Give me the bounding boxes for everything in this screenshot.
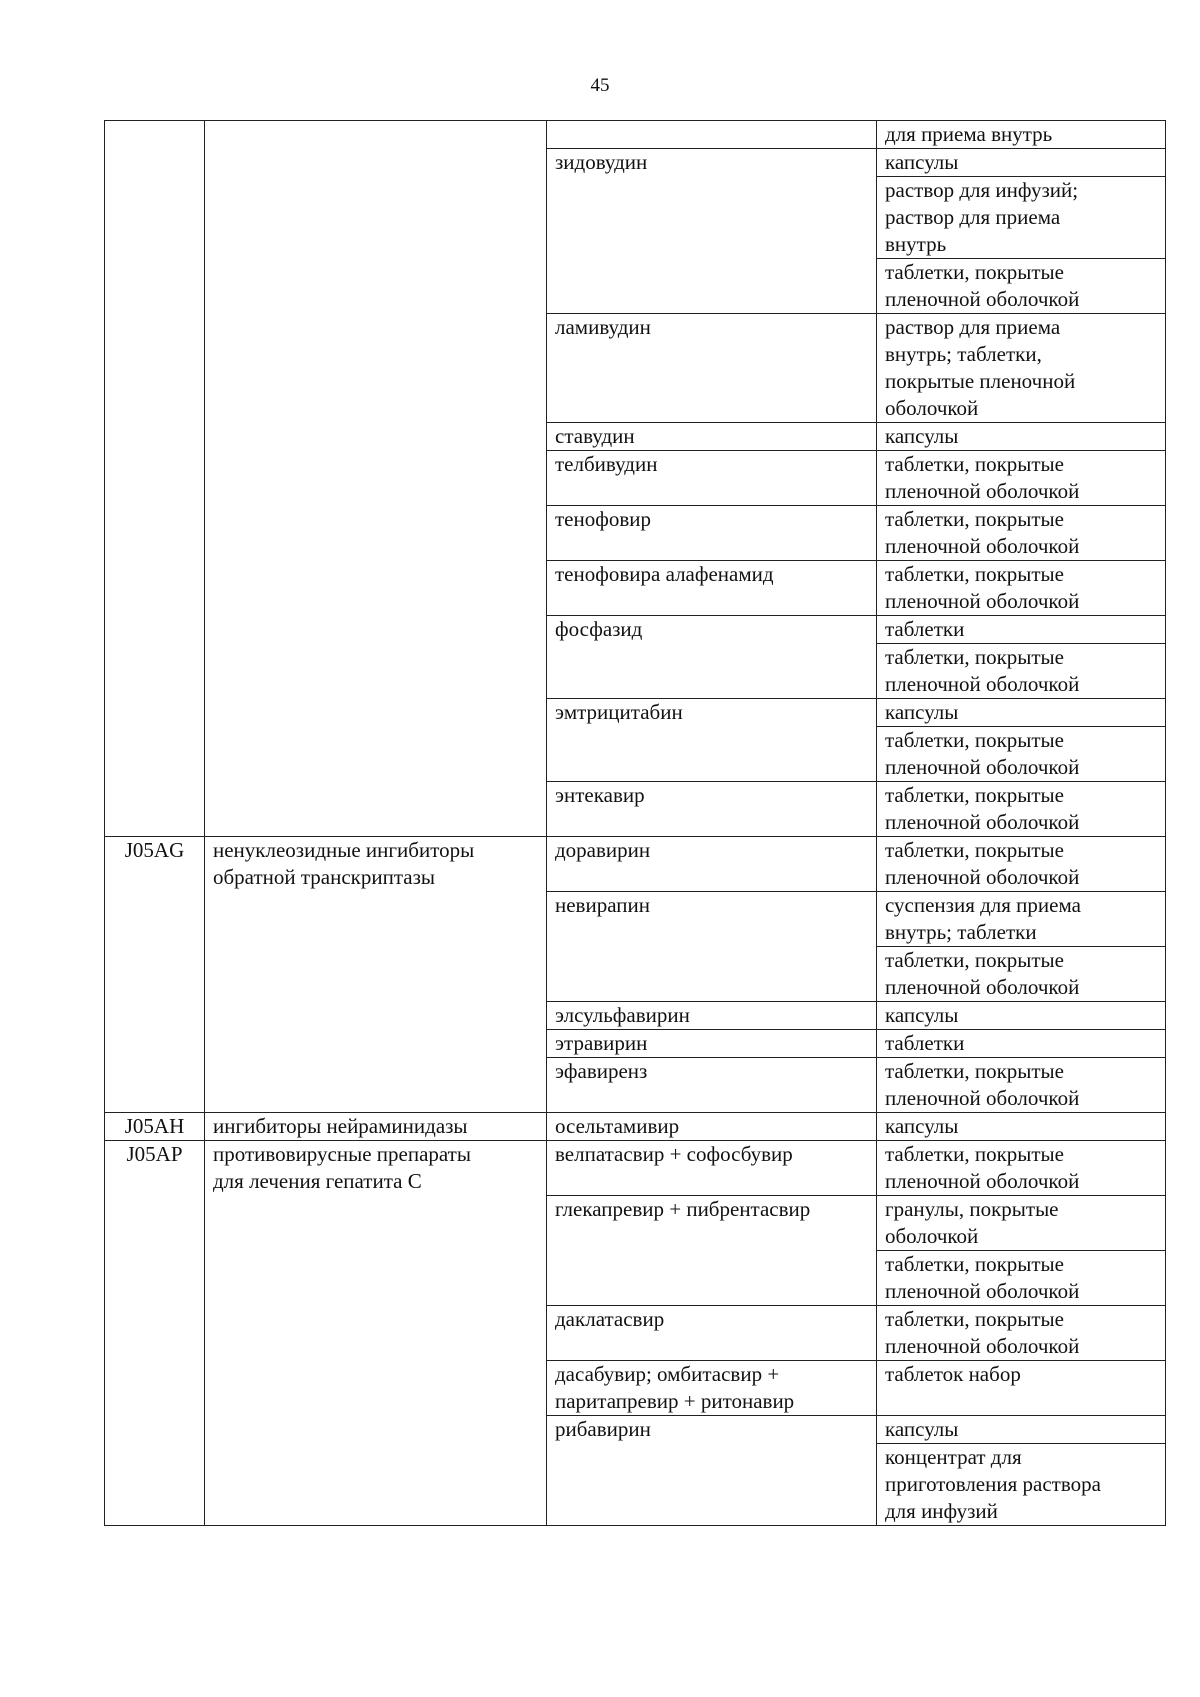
group-name-cell: противовирусные препараты для лечения гепатита С [205, 1141, 547, 1526]
dosage-form-cell: таблетки [877, 1030, 1166, 1058]
drug-name-cell: энтекавир [547, 782, 877, 837]
dosage-form-cell: таблетки, покрытые пленочной оболочкой [877, 259, 1166, 314]
drug-name-cell: даклатасвир [547, 1306, 877, 1361]
drug-name-cell: осельтамивир [547, 1113, 877, 1141]
drug-name-cell: доравирин [547, 837, 877, 892]
drug-name-cell: телбивудин [547, 451, 877, 506]
dosage-form-cell: таблетки, покрытые пленочной оболочкой [877, 727, 1166, 782]
drug-name-cell: рибавирин [547, 1416, 877, 1526]
drug-name-cell: элсульфавирин [547, 1002, 877, 1030]
group-name-cell: ненуклеозидные ингибиторы обратной транскриптазы [205, 837, 547, 1113]
dosage-form-cell: таблетки [877, 616, 1166, 644]
drug-name-cell: эфавиренз [547, 1058, 877, 1113]
dosage-form-cell: таблетки, покрытые пленочной оболочкой [877, 1306, 1166, 1361]
dosage-form-cell: таблетки, покрытые пленочной оболочкой [877, 782, 1166, 837]
drug-name-cell: эмтрицитабин [547, 699, 877, 782]
dosage-form-cell: суспензия для приема внутрь; таблетки [877, 892, 1166, 947]
group-name-cell: ингибиторы нейраминидазы [205, 1113, 547, 1141]
group-name-cell [205, 121, 547, 837]
atc-code-cell [105, 121, 205, 837]
dosage-form-cell: таблетки, покрытые пленочной оболочкой [877, 451, 1166, 506]
dosage-form-cell: таблетки, покрытые пленочной оболочкой [877, 644, 1166, 699]
dosage-form-cell: для приема внутрь [877, 121, 1166, 149]
dosage-form-cell: таблетки, покрытые пленочной оболочкой [877, 837, 1166, 892]
dosage-form-cell: таблетки, покрытые пленочной оболочкой [877, 1058, 1166, 1113]
dosage-form-cell: капсулы [877, 1002, 1166, 1030]
dosage-form-cell: капсулы [877, 149, 1166, 177]
dosage-form-cell: таблетки, покрытые пленочной оболочкой [877, 561, 1166, 616]
drug-name-cell: фосфазид [547, 616, 877, 699]
drug-name-cell: невирапин [547, 892, 877, 1002]
drug-name-cell: ламивудин [547, 314, 877, 423]
drug-table [104, 120, 1166, 1526]
dosage-form-cell: капсулы [877, 699, 1166, 727]
dosage-form-cell: гранулы, покрытые оболочкой [877, 1196, 1166, 1251]
dosage-form-cell: раствор для приема внутрь; таблетки, покрытые пленочной оболочкой [877, 314, 1166, 423]
dosage-form-cell: таблетки, покрытые пленочной оболочкой [877, 1141, 1166, 1196]
table-body [105, 121, 1166, 1526]
drug-name-cell: глекапревир + пибрентасвир [547, 1196, 877, 1306]
drug-name-cell: зидовудин [547, 149, 877, 314]
table-row [105, 1141, 1166, 1196]
atc-code-cell: J05AG [105, 837, 205, 1113]
drug-name-cell: ставудин [547, 423, 877, 451]
drug-name-cell: этравирин [547, 1030, 877, 1058]
drug-name-cell: дасабувир; омбитасвир + паритапревир + ритонавир [547, 1361, 877, 1416]
dosage-form-cell: капсулы [877, 1416, 1166, 1444]
table-row [105, 1113, 1166, 1141]
dosage-form-cell: таблетки, покрытые пленочной оболочкой [877, 947, 1166, 1002]
dosage-form-cell: таблетки, покрытые пленочной оболочкой [877, 1251, 1166, 1306]
dosage-form-cell: таблетки, покрытые пленочной оболочкой [877, 506, 1166, 561]
dosage-form-cell: таблеток набор [877, 1361, 1166, 1416]
atc-code-cell: J05AH [105, 1113, 205, 1141]
dosage-form-cell: концентрат для приготовления раствора для инфузий [877, 1444, 1166, 1526]
dosage-form-cell: капсулы [877, 1113, 1166, 1141]
drug-name-cell: тенофовир [547, 506, 877, 561]
drug-name-cell: велпатасвир + софосбувир [547, 1141, 877, 1196]
table-row [105, 121, 1166, 149]
dosage-form-cell: раствор для инфузий; раствор для приема внутрь [877, 177, 1166, 259]
table-row [105, 837, 1166, 892]
dosage-form-cell: капсулы [877, 423, 1166, 451]
drug-name-cell: тенофовира алафенамид [547, 561, 877, 616]
page-number: 45 [590, 75, 610, 96]
atc-code-cell: J05AP [105, 1141, 205, 1526]
drug-name-cell [547, 121, 877, 149]
